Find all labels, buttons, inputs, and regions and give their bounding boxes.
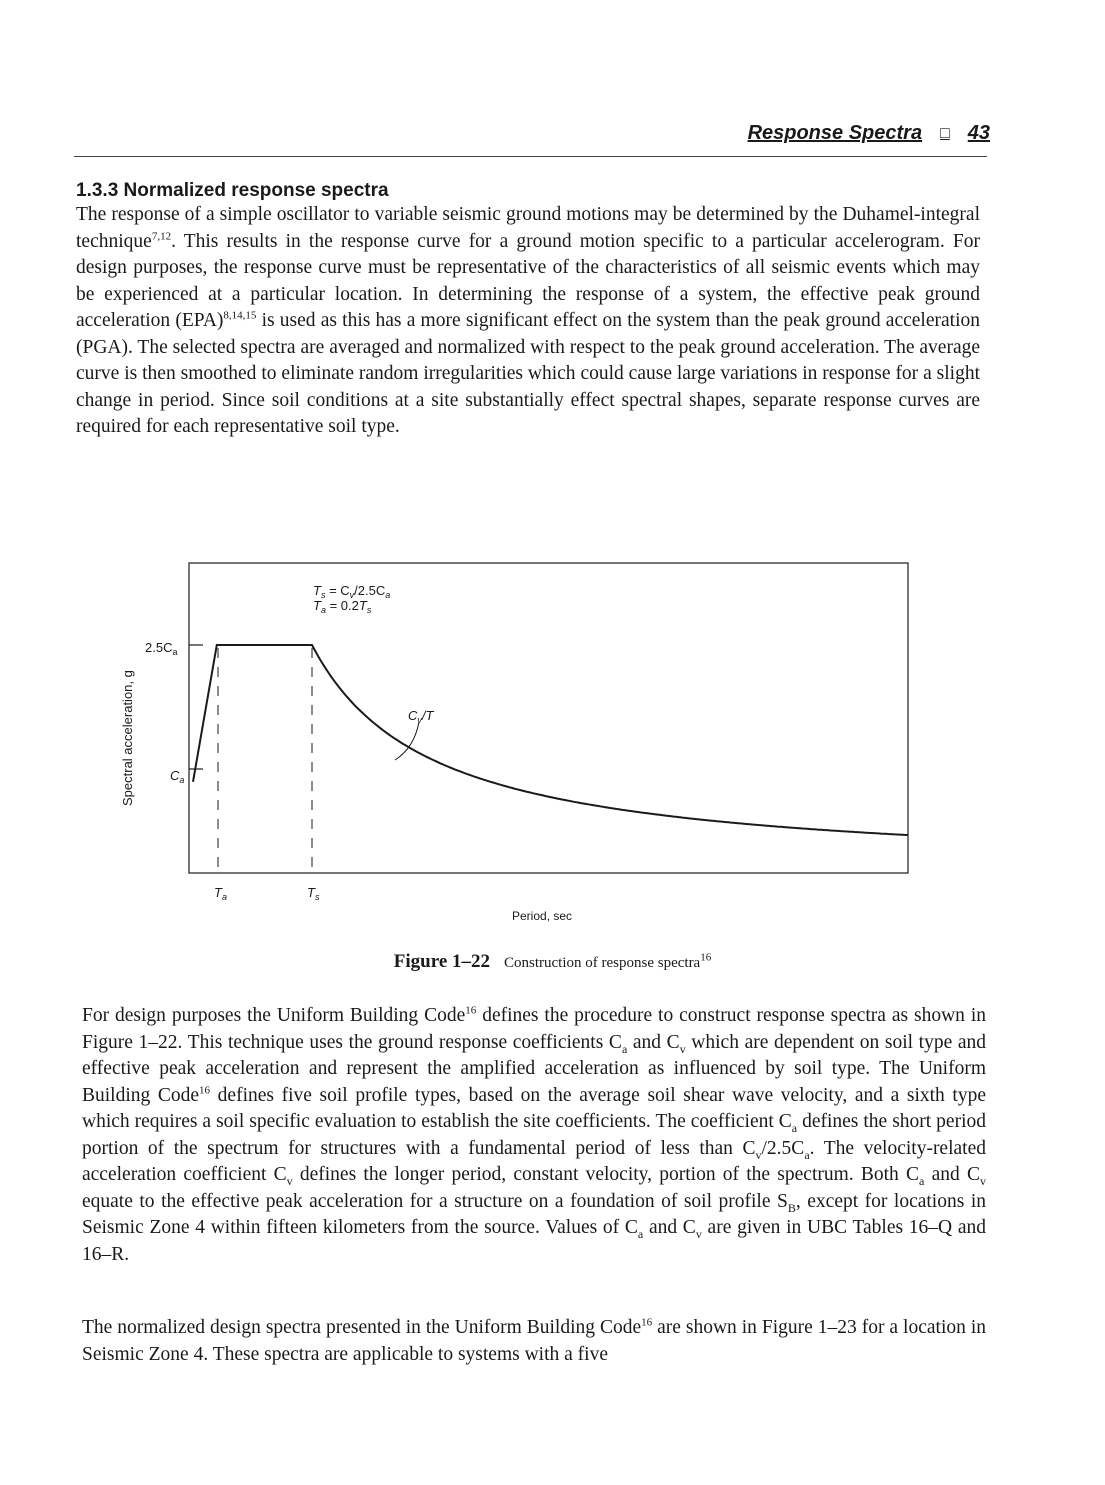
header-rule	[74, 156, 987, 157]
citation-ref: 16	[199, 1084, 211, 1096]
paragraph-text: , except for locations in Seismic Zone 4 within fifteen kilometers from the source. Values of C	[82, 1190, 986, 1238]
citation-ref: 16	[641, 1316, 653, 1329]
figure-number: Figure 1–22	[393, 951, 491, 972]
subscript: a	[637, 1226, 644, 1241]
citation-ref: 16	[465, 1004, 477, 1017]
y-tick-label-upper: $2.5C_a$	[145, 640, 178, 657]
subscript: v	[979, 1173, 986, 1188]
paragraph-text: which are dependent on soil type and effective peak acceleration and represent the amplified acceleration as influenced by soil type. The Uniform Building Code	[82, 1031, 987, 1106]
paragraph-text: The normalized design spectra presented in the Uniform Building Code	[82, 1317, 642, 1338]
paragraph-text: . This results in the response curve for a ground motion specific to a particular accelerogram. For design purposes, the response curve must be representative of the characteristics of all seismic events which may be experienced at a particular location. In determining the response of a system, the effective peak ground acceleration (EPA)	[76, 230, 980, 331]
citation-ref: 7,12	[151, 230, 172, 242]
figure-caption-text: Construction of response spectra	[504, 955, 701, 971]
x-tick-label-ta: $T_a$	[214, 885, 227, 902]
paragraph-text: defines five soil profile types, based on the average soil shear wave velocity, and a sixth type which requires a soil specific evaluation to establish the site coefficients. The coefficient C	[82, 1084, 986, 1132]
ta-formula: $T_a = 0.2T_s$	[313, 598, 372, 615]
subscript: a	[919, 1173, 925, 1188]
running-title: Response Spectra	[747, 122, 923, 144]
paragraph-text: and C	[627, 1031, 680, 1053]
subscript: v	[679, 1041, 686, 1056]
figure-caption	[0, 951, 1105, 973]
subscript: a	[621, 1041, 628, 1056]
paragraph-text: and C	[643, 1217, 696, 1238]
paragraph-text: are shown in Figure 1–23 for a location in Seismic Zone 4. These spectra are applicable to systems with a five	[82, 1317, 986, 1365]
paragraph-text: and C	[924, 1164, 980, 1185]
spectrum-curve	[193, 645, 908, 835]
paragraph-text: . The velocity-related acceleration coefficient C	[82, 1137, 986, 1185]
subscript: a	[804, 1147, 810, 1162]
paragraph-text: defines the procedure to construct response spectra as shown in Figure 1–22. This technique uses the ground response coefficients C	[82, 1005, 986, 1053]
paragraph-1	[76, 202, 980, 441]
paragraph-3	[82, 1315, 986, 1368]
y-tick-label-lower: $C_a$	[170, 768, 185, 785]
citation-ref: 8,14,15	[223, 309, 257, 322]
x-tick-label-ts: $T_s$	[307, 885, 320, 902]
page-number: 43	[967, 122, 990, 144]
caption-ref: 16	[700, 951, 712, 964]
paragraph-text: /2.5C	[761, 1137, 805, 1159]
y-axis-label: Spectral acceleration, g	[120, 670, 135, 806]
paragraph-text: is used as this has a more significant effect on the system than the peak ground acceleration (PGA). The selected spectra are averaged and normalized with respect to the peak ground acceleration. The average curve is then smoothed to eliminate random irregularities which could cause large variations in response for a slight change in period. Since soil conditions at a site substantially effect spectral shapes, separate response curves are required for each representative soil type.	[76, 310, 980, 437]
paragraph-2	[82, 1003, 986, 1268]
x-axis-label: Period, sec	[512, 909, 573, 923]
square-icon: □	[940, 124, 950, 142]
paragraph-text: equate to the effective peak acceleration for a structure on a foundation of soil profile S	[82, 1190, 788, 1212]
paragraph-text: The response of a simple oscillator to variable seismic ground motions may be determined by the Duhamel-integral technique	[76, 204, 980, 252]
paragraph-text: are given in UBC Tables 16–Q and 16–R.	[82, 1217, 986, 1265]
subscript: B	[787, 1200, 796, 1215]
subscript: v	[286, 1173, 293, 1188]
paragraph-text: defines the longer period, constant velocity, portion of the spectrum. Both C	[292, 1164, 920, 1185]
ts-formula: $T_s = C_v/2.5C_a$	[313, 583, 391, 600]
plot-frame	[189, 563, 908, 873]
subscript: v	[695, 1226, 702, 1241]
subscript: v	[755, 1147, 762, 1162]
paragraph-text: defines the short period portion of the spectrum for structures with a fundamental period of less than C	[82, 1111, 986, 1159]
curve-label-leader	[395, 722, 419, 760]
subscript: a	[791, 1120, 798, 1135]
curve-label: $C_v/T$	[408, 708, 434, 725]
running-header	[660, 122, 990, 145]
section-title: 1.3.3 Normalized response spectra	[76, 180, 389, 201]
paragraph-text: For design purposes the Uniform Building Code	[82, 1005, 466, 1026]
